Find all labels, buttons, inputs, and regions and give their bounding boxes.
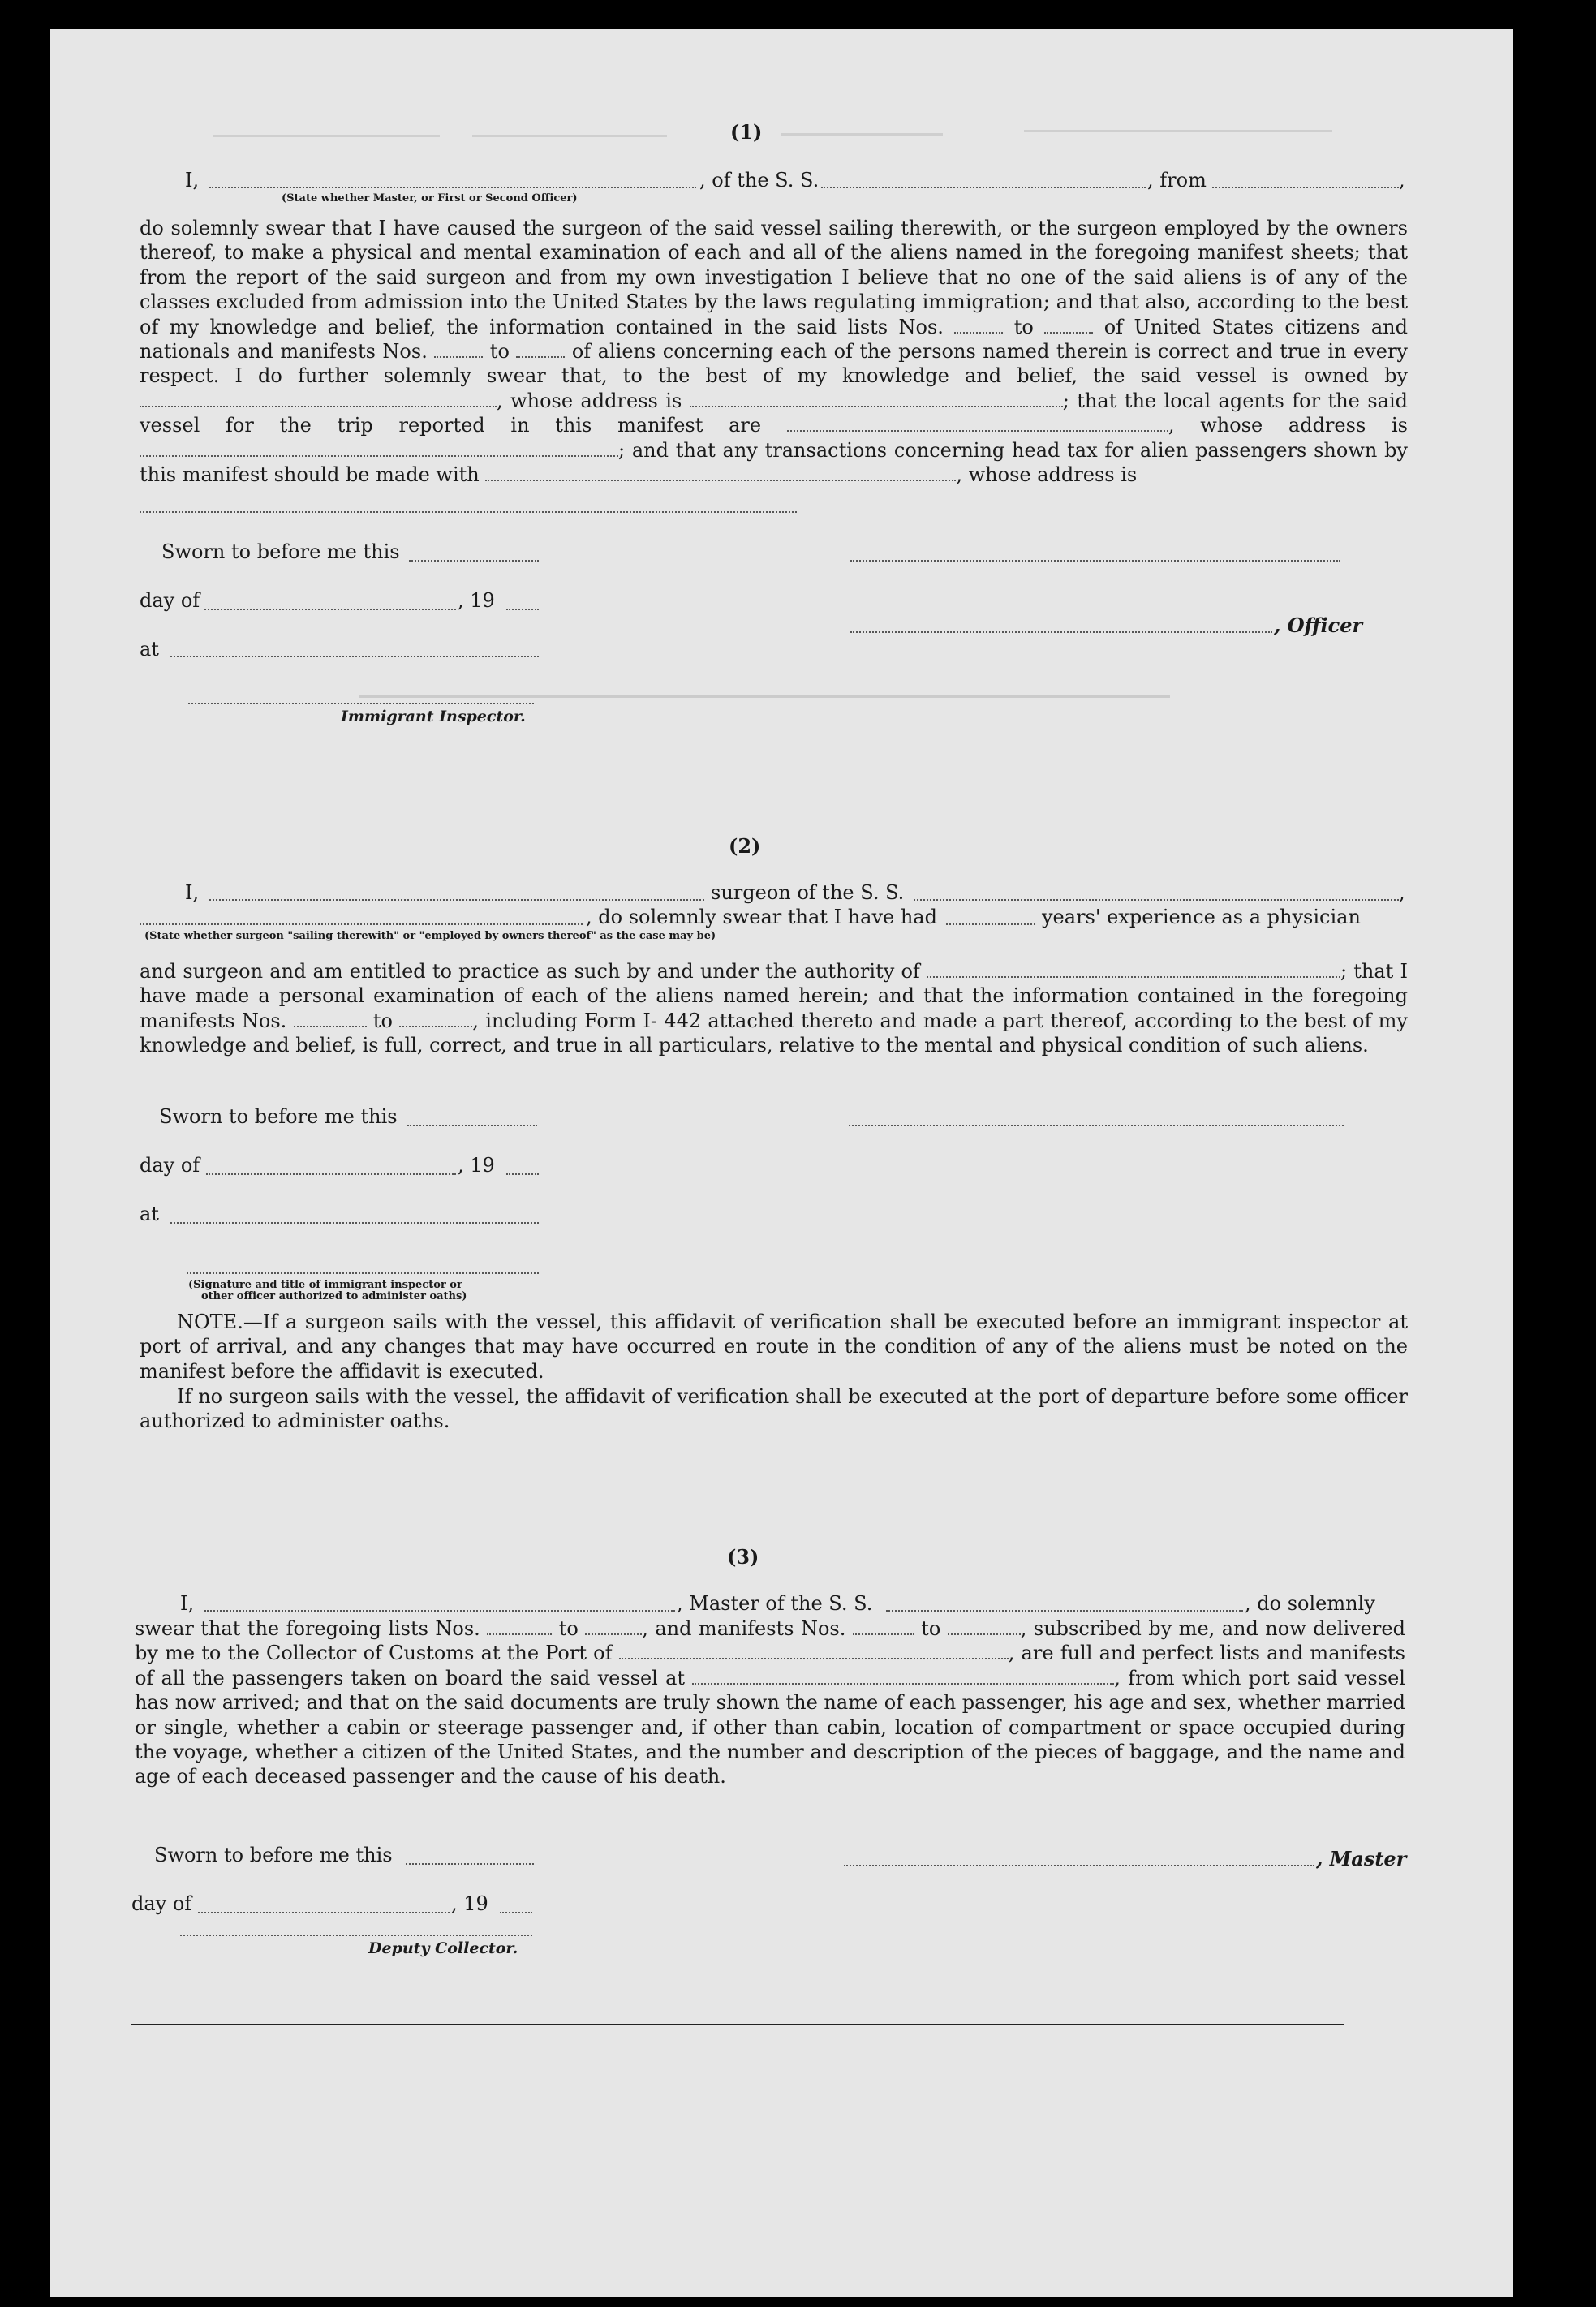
s1-manifests-to-field[interactable] <box>516 340 565 358</box>
show-through-mark <box>781 117 943 136</box>
document-page <box>50 29 1513 2297</box>
s3-to-1: to <box>558 1617 579 1640</box>
s2-body-a: and surgeon and am entitled to practice as such by and under the authority of <box>140 960 920 983</box>
s1-whose-address-3: , whose address is <box>956 463 1138 487</box>
s3-manifests-from-field[interactable] <box>853 1617 914 1635</box>
s2-vessel-field[interactable] <box>914 899 1399 901</box>
s1-day-of-label: day of <box>140 589 200 612</box>
s1-lists-to-field[interactable] <box>1044 316 1093 334</box>
s1-year-field[interactable] <box>506 609 539 610</box>
s3-subscribed: , subscribed by me, and now delivered by me to the Collector of Customs at the Port of <box>135 1617 1405 1665</box>
s1-year-label: , 19 <box>458 589 495 612</box>
s2-surgeon-of-label: surgeon of the S. S. <box>711 881 905 904</box>
s3-deputy-label: Deputy Collector. <box>368 1939 518 1957</box>
s1-body-d: ; that the local agents for the said vessel for the trip reported in this manifest are <box>140 389 1408 437</box>
s3-master-name-field[interactable] <box>204 1610 675 1612</box>
s1-sworn-day-field[interactable] <box>409 560 539 562</box>
s2-surgeon-name-field[interactable] <box>209 899 704 901</box>
s3-day-of-field[interactable] <box>198 1912 450 1913</box>
s1-at-label: at <box>140 638 159 661</box>
s2-authority-field[interactable] <box>927 960 1340 978</box>
s2-manifests-to-field[interactable] <box>399 1009 472 1027</box>
s2-inspector-signature[interactable] <box>187 1272 539 1274</box>
s3-and-manifests: , and manifests Nos. <box>642 1617 846 1640</box>
section-1-number: (1) <box>730 120 763 144</box>
s3-day-of-label: day of <box>131 1892 192 1915</box>
s2-year-label: , 19 <box>458 1154 495 1177</box>
s2-body-b: ; that I have made a personal examination of each of the aliens named herein; and that the information contained in the foregoing manifests Nos. <box>140 960 1408 1032</box>
s3-vessel-field[interactable] <box>886 1610 1243 1612</box>
s1-whose-address-1: , whose address is <box>497 389 682 412</box>
bottom-rule <box>131 2024 1344 2025</box>
s3-embark-port-field[interactable] <box>692 1667 1114 1685</box>
s2-sworn-label: Sworn to before me this <box>159 1105 398 1128</box>
s3-master-signature[interactable] <box>844 1865 1314 1866</box>
s3-year-label: , 19 <box>451 1892 488 1915</box>
show-through-mark <box>359 670 1170 698</box>
s3-body-b: port said vessel has now arrived; and that on the said documents are truly shown the name of each passenger, his age and sex, whether married or single, whether a cabin or steerage passenger and, if other than cabin, location of compartment or space occupied during the voyage, whether a citizen of the United States, and the number and description of the pieces of baggage, and the name and age of each deceased passenger and the cause of his death. <box>135 1666 1405 1788</box>
s1-from-field[interactable] <box>1212 187 1399 188</box>
s1-body-b: of United States citizens and nationals and manifests Nos. <box>140 315 1409 364</box>
s1-body-c: of aliens concerning each of the persons named therein is correct and true in every respect. I do further solemnly swear that, to the best of my knowledge and belief, the said vessel is owned by <box>140 340 1408 388</box>
s3-do-solemnly-label: , do solemnly <box>1245 1592 1375 1615</box>
s2-day-of-label: day of <box>140 1154 200 1177</box>
show-through-mark <box>472 118 667 137</box>
s1-from-label: , from <box>1147 169 1207 192</box>
s3-lists-to-field[interactable] <box>585 1617 642 1635</box>
s3-to-2: to <box>921 1617 941 1640</box>
section-2-number: (2) <box>729 834 761 858</box>
s2-sworn-day-field[interactable] <box>407 1125 537 1126</box>
s3-body-a: swear that the foregoing lists Nos. <box>135 1617 480 1640</box>
s1-body: do solemnly swear that I have caused the surgeon of the said vessel sailing therewith, or the surgeon employed by the owners thereof, to make a physical and mental examination of each and all of the aliens named in the foregoing manifest sheets; that from the report of the said surgeon and from my own investigation I believe that no one of the said aliens is of any of the classes excluded from admission into the United States by the laws regulating immigration; and that also, according to the best of my knowledge and belief, the information contained in the said lists Nos. to of United States citizens and nationals and manifests Nos. to of aliens concerning each of the persons named therein is correct and true in every respect. I do further solemnly swear that, to the best of my knowledge and belief, the said vessel is owned by , whose address is ; that the local agents for the said vessel for the trip reported in this manifest are , whose address is ; and that any transactions concerning head tax for alien passengers shown by this manifest should be made with , whose address is <box>140 217 1409 487</box>
s1-lists-from-field[interactable] <box>954 316 1003 334</box>
s3-year-field[interactable] <box>500 1912 532 1913</box>
s2-surgeon-signature[interactable] <box>849 1125 1344 1126</box>
s3-deputy-signature[interactable] <box>180 1935 532 1936</box>
s1-head-tax-field[interactable] <box>485 463 956 481</box>
s1-officer-signature-2[interactable] <box>850 631 1272 633</box>
show-through-mark <box>1024 110 1332 132</box>
s1-day-of-field[interactable] <box>204 609 456 610</box>
s1-of-ss-label: , of the S. S. <box>699 169 820 192</box>
s2-sig-note-2: other officer authorized to administer oaths) <box>201 1290 467 1302</box>
s1-from-comma: , <box>1399 169 1405 192</box>
s2-note-second <box>140 1384 1408 1434</box>
s1-to-1: to <box>1013 315 1034 338</box>
s1-head-tax-address-field[interactable] <box>140 511 797 513</box>
s3-port-field[interactable] <box>619 1642 1009 1659</box>
s2-line2-b: years' experience as a physician <box>1042 906 1361 928</box>
s2-body <box>140 959 1408 1058</box>
s2-i-label: I, <box>185 881 200 904</box>
s2-sailing-status-field[interactable] <box>140 923 583 925</box>
s2-year-field[interactable] <box>506 1173 539 1175</box>
s3-master-of-label: , Master of the S. S. <box>677 1592 873 1615</box>
s3-lists-from-field[interactable] <box>487 1617 552 1635</box>
s1-local-agents-field[interactable] <box>787 414 1168 432</box>
s1-officer-name-field[interactable] <box>209 187 696 188</box>
show-through-mark <box>213 110 440 137</box>
s1-officer-signature-1[interactable] <box>850 560 1340 562</box>
s2-day-of-field[interactable] <box>206 1173 456 1175</box>
s1-inspector-signature[interactable] <box>188 703 534 704</box>
s3-sworn-day-field[interactable] <box>406 1863 534 1865</box>
s2-vessel-comma: , <box>1399 881 1405 904</box>
s2-note-2: If no surgeon sails with the vessel, the affidavit of verification shall be executed at the port of departure before some officer authorized to administer oaths. <box>140 1385 1408 1433</box>
s1-agents-address-field[interactable] <box>140 439 618 457</box>
s1-body-e: ; and that any transactions concerning head tax for alien passengers shown by this manifest should be made with <box>140 438 1408 487</box>
s2-at-label: at <box>140 1203 159 1225</box>
s2-surgeon-note: (State whether surgeon "sailing therewith" or "employed by owners thereof" as the case may be) <box>144 930 716 942</box>
s2-to: to <box>372 1009 393 1032</box>
s1-i-label: I, <box>185 169 200 192</box>
s1-body-a: do solemnly swear that I have caused the surgeon of the said vessel sailing therewith, or the surgeon employed by the owners thereof, to make a physical and mental examination of each and all of the aliens named in the foregoing manifest sheets; that from the report of the said surgeon and from my own investigation I believe that no one of the said aliens is of any of the classes excluded from admission into the United States by the laws regulating immigration; and that also, according to the best of my knowledge and belief, the information contained in the said lists Nos. <box>140 217 1408 338</box>
s1-sworn-label: Sworn to before me this <box>161 540 400 563</box>
s2-manifests-from-field[interactable] <box>294 1009 367 1027</box>
s1-owner-address-field[interactable] <box>690 390 1063 407</box>
s1-at-field[interactable] <box>170 656 539 657</box>
s2-body-c: , including Form I- 442 attached thereto and made a part thereof, according to the best of my knowledge and belief, is full, correct, and true in all particulars, relative to the mental and physical condition of such aliens. <box>140 1009 1408 1057</box>
s2-note-1: —If a surgeon sails with the vessel, this affidavit of verification shall be executed before an immigrant inspector at port of arrival, and any changes that may have occurred en route in the condition of any of the aliens must be noted on the manifest before the affidavit is executed. <box>140 1311 1408 1383</box>
s1-to-2: to <box>489 340 510 364</box>
s1-inspector-label: Immigrant Inspector. <box>341 708 526 725</box>
s3-sworn-label: Sworn to before me this <box>154 1844 393 1866</box>
s2-note-label: NOTE. <box>177 1311 243 1333</box>
s1-manifests-from-field[interactable] <box>434 340 483 358</box>
s3-body <box>135 1616 1405 1789</box>
s3-master-label: , Master <box>1316 1847 1407 1870</box>
s1-officer-label: , Officer <box>1274 613 1363 637</box>
s1-whose-address-2: whose address is <box>1200 414 1409 437</box>
s2-at-field[interactable] <box>170 1222 539 1224</box>
s3-i-label: I, <box>180 1592 195 1615</box>
s3-manifests-to-field[interactable] <box>948 1617 1021 1635</box>
s2-years-field[interactable] <box>946 923 1035 925</box>
s1-owner-field[interactable] <box>140 390 497 407</box>
s1-officer-note: (State whether Master, or First or Second Officer) <box>282 192 578 204</box>
s3-from-which: , from which <box>1114 1666 1241 1689</box>
s2-note <box>140 1310 1408 1384</box>
s1-vessel-field[interactable] <box>821 187 1146 188</box>
section-3-number: (3) <box>727 1545 759 1569</box>
s2-line2-a: , do solemnly swear that I have had <box>586 906 937 928</box>
s2-sig-note-1: (Signature and title of immigrant inspector or <box>188 1279 462 1291</box>
s3-full-perfect: , are full and perfect lists and manifests of all the passengers taken on board the said vessel at <box>135 1642 1405 1689</box>
